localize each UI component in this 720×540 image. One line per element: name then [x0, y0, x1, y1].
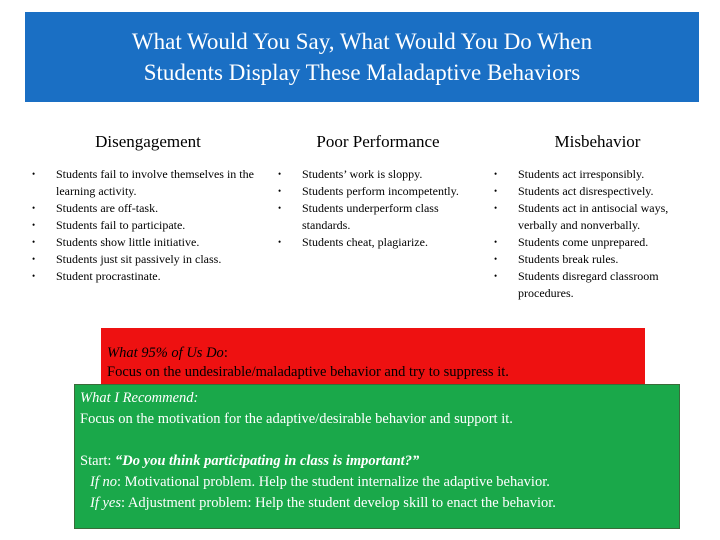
column-disengagement	[28, 132, 268, 285]
title-line-2: Students Display These Maladaptive Behaviors	[143, 60, 581, 85]
list-item: • Students act irresponsibly.	[490, 166, 705, 183]
list-item: • Students come unprepared.	[490, 234, 705, 251]
start-line	[80, 451, 679, 472]
list-item: • Students underperform class standards.	[274, 200, 482, 234]
list-item: • Student procrastinate.	[28, 268, 268, 285]
list-item: • Students disregard classroom procedures.	[490, 268, 705, 302]
column-heading: Misbehavior	[554, 132, 641, 151]
bullet-list	[274, 166, 482, 251]
recommendation-box	[74, 384, 680, 529]
list-item: • Students act disrespectively.	[490, 183, 705, 200]
if-yes-line	[80, 493, 679, 514]
bullet-list	[490, 166, 705, 302]
if-no-label: If no	[90, 474, 117, 490]
recommendation-label: What I Recommend:	[80, 390, 199, 406]
current-practice-box	[101, 328, 645, 390]
current-practice-heading: What 95% of Us Do:	[107, 345, 228, 361]
if-no-text: : Motivational problem. Help the student internalize the adaptive behavior.	[116, 474, 550, 490]
column-misbehavior	[490, 132, 705, 302]
title-line-1: What Would You Say, What Would You Do When	[131, 29, 593, 54]
list-item: • Students’ work is sloppy.	[274, 166, 482, 183]
column-heading: Poor Performance	[316, 132, 440, 151]
column-heading: Disengagement	[95, 132, 201, 151]
slide-title	[25, 12, 699, 102]
list-item: • Students act in antisocial ways, verbally and nonverbally.	[490, 200, 705, 234]
current-practice-label: What 95% of Us Do	[107, 345, 224, 361]
list-item: • Students fail to participate.	[28, 217, 268, 234]
if-no-line	[80, 472, 679, 493]
list-item: • Students perform incompetently.	[274, 183, 482, 200]
bullet-list	[28, 166, 268, 285]
list-item: • Students fail to involve themselves in the learning activity.	[28, 166, 268, 200]
if-yes-text: : Adjustment problem: Help the student develop skill to enact the behavior.	[121, 495, 556, 511]
list-item: • Students just sit passively in class.	[28, 251, 268, 268]
list-item: • Students cheat, plagiarize.	[274, 234, 482, 251]
recommendation-text: Focus on the motivation for the adaptive/desirable behavior and support it.	[80, 411, 513, 427]
list-item: • Students show little initiative.	[28, 234, 268, 251]
start-prefix: Start:	[80, 453, 116, 469]
list-item: • Students are off-task.	[28, 200, 268, 217]
list-item: • Students break rules.	[490, 251, 705, 268]
start-question: “Do you think participating in class is important?”	[115, 453, 420, 469]
current-practice-text: Focus on the undesirable/maladaptive behavior and try to suppress it.	[107, 364, 509, 380]
column-poor-performance	[274, 132, 482, 251]
if-yes-label: If yes	[90, 495, 121, 511]
